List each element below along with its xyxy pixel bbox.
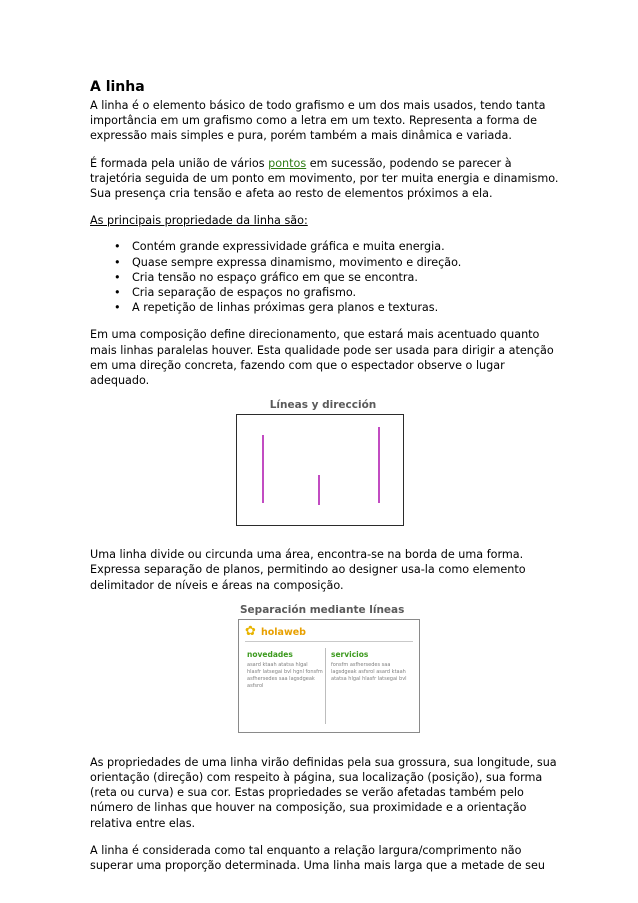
bullet: • [114, 301, 121, 315]
list-item [90, 300, 560, 315]
page-title: A linha [90, 79, 145, 95]
figure-caption: Líneas y dirección [269, 399, 377, 412]
column-news [247, 650, 323, 690]
list-item-text: Cria separação de espaços no grafismo. [132, 286, 357, 300]
figure-frame [238, 619, 420, 733]
column-divider [325, 648, 326, 724]
properties-list [90, 239, 560, 315]
brand-name: holaweb [261, 626, 306, 638]
column-text: asard ktaah atatsa hlgal hlasfr latsegai bvl hgnl fonsfm asfhersedes saa lagsdgeak asfsrol [247, 661, 323, 689]
column-title: servicios [331, 649, 369, 659]
bullet: • [114, 240, 121, 254]
paragraph-formation-end: em sucessão, podendo se parecer à trajetória seguida de um ponto em movimento, por ter muita energia e dinamismo. Sua presença cria tensão e afeta ao resto de elementos próximos a ela. [90, 156, 559, 201]
bullet: • [114, 270, 121, 284]
pontos-link[interactable]: pontos [268, 156, 307, 170]
flower-icon: ✿ [245, 623, 256, 639]
vertical-line-right [378, 427, 380, 503]
column-text: fonsfm asfhersedes saa lagsdgeak asfsrol asard ktaah atatsa hlgal hlasfr latsegai bvl [331, 661, 407, 682]
list-item [90, 239, 560, 254]
list-item-text: Cria tensão no espaço gráfico em que se encontra. [132, 270, 418, 284]
list-item [90, 270, 560, 285]
column-title: novedades [247, 649, 293, 659]
document-body [90, 78, 560, 885]
vertical-line-middle [318, 475, 320, 505]
list-item [90, 285, 560, 300]
figure-frame [236, 414, 404, 526]
figure-lines-direction [90, 400, 560, 533]
brand-header [245, 623, 413, 642]
paragraph-separation: Uma linha divide ou circunda uma área, encontra-se na borda de uma forma. Expressa separação de planos, permitindo ao designer usa-la como elemento delimitador de níveis e áreas na composição. [90, 548, 526, 592]
figure-separation-lines [90, 605, 560, 741]
column-services [331, 650, 407, 683]
bullet: • [114, 255, 121, 269]
paragraph-proportion: A linha é considerada como tal enquanto a relação largura/comprimento não superar uma proporção determinada. Uma linha mais larga que a metade de seu [90, 843, 545, 873]
bullet: • [114, 286, 121, 300]
properties-heading: As principais propriedade da linha são: [90, 214, 308, 228]
paragraph-formation-start: É formada pela união de vários [90, 156, 269, 170]
paragraph-direction: Em uma composição define direcionamento, que estará mais acentuado quanto mais linhas paralelas houver. Esta qualidade pode ser usada para dirigir a atenção em uma direção concreta, fazendo com que o espectador observe o lugar adequado. [90, 328, 554, 388]
list-item-text: Quase sempre expressa dinamismo, movimento e direção. [132, 255, 462, 269]
paragraph-intro: A linha é o elemento básico de todo grafismo e um dos mais usados, tendo tanta importância em um grafismo como a letra em um texto. Representa a forma de expressão mais simples e pura, porém também a mais dinâmica e variada. [90, 99, 546, 143]
list-item [90, 255, 560, 270]
list-item-text: A repetição de linhas próximas gera planos e texturas. [132, 301, 439, 315]
paragraph-properties: As propriedades de uma linha virão definidas pela sua grossura, sua longitude, sua orientação (direção) com respeito à página, sua localização (posição), sua forma (reta ou curva) e sua cor. Estas propriedades se verão afetadas também pelo número de linhas que houver na composição, sua proximidade e a orientação relativa entre elas. [90, 755, 557, 830]
figure-caption: Separación mediante líneas [240, 603, 405, 616]
vertical-line-left [262, 435, 264, 503]
paragraph-formation [90, 156, 560, 202]
list-item-text: Contém grande expressividade gráfica e muita energia. [132, 240, 445, 254]
